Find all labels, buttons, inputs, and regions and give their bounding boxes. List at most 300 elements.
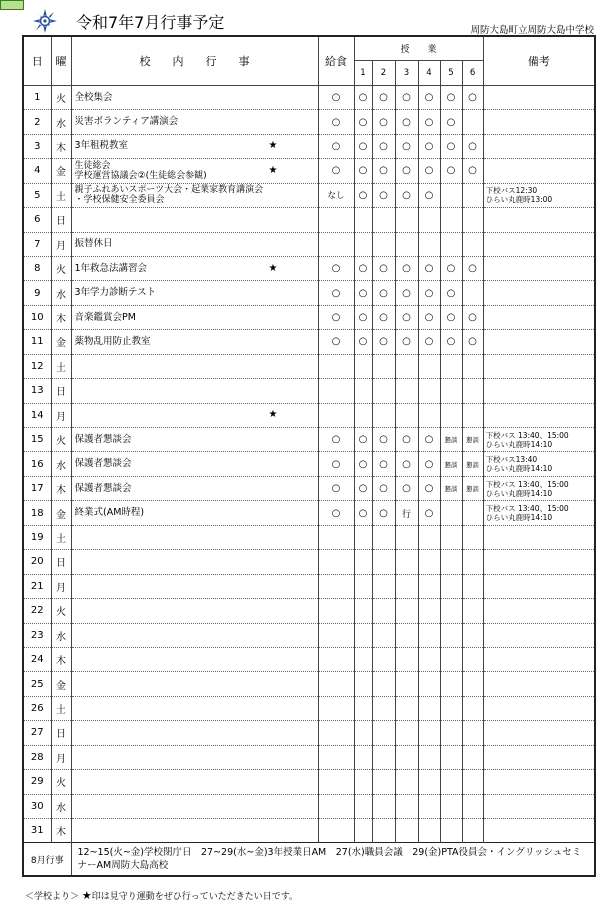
august-label: 8月行事 [23, 843, 71, 877]
event-cell [71, 550, 318, 574]
note-cell [483, 794, 595, 818]
weekday-cell: 火 [51, 428, 71, 452]
day-cell: 29 [23, 770, 51, 794]
day-cell: 30 [23, 794, 51, 818]
lunch-cell [318, 672, 354, 696]
note-cell [483, 183, 595, 207]
period-cell [418, 770, 440, 794]
period-cell [440, 354, 462, 378]
period-cell: ○ [395, 428, 418, 452]
event-cell [71, 721, 318, 745]
lunch-cell [318, 794, 354, 818]
weekday-cell: 月 [51, 232, 71, 256]
table-row [23, 794, 595, 818]
note-text: ひらい丸鹿時13:00 [485, 195, 553, 205]
event-cell [71, 183, 318, 207]
period-cell: ○ [354, 256, 372, 280]
event-text: 薬物乱用防止教室 [74, 335, 151, 347]
period-header: 5 [440, 61, 462, 85]
day-cell: 20 [23, 550, 51, 574]
period-cell: 懇談 [462, 452, 483, 476]
day-cell: 24 [23, 647, 51, 671]
period-cell: ○ [395, 183, 418, 207]
lunch-cell: ○ [318, 159, 354, 183]
period-cell [440, 819, 462, 843]
day-cell: 19 [23, 525, 51, 549]
lunch-cell: ○ [318, 452, 354, 476]
lunch-cell [318, 623, 354, 647]
period-cell [395, 721, 418, 745]
period-cell [462, 647, 483, 671]
period-cell [354, 770, 372, 794]
weekday-cell: 火 [51, 599, 71, 623]
table-row [23, 134, 595, 158]
star-icon: ★ [268, 409, 278, 421]
period-cell [372, 721, 395, 745]
event-cell [71, 428, 318, 452]
event-cell [71, 476, 318, 500]
event-cell [71, 379, 318, 403]
period-header: 3 [395, 61, 418, 85]
period-cell [354, 647, 372, 671]
table-row [23, 819, 595, 843]
period-cell [418, 745, 440, 769]
table-row [23, 721, 595, 745]
lunch-cell [318, 550, 354, 574]
day-cell: 9 [23, 281, 51, 305]
period-cell: ○ [372, 501, 395, 525]
event-text: 親子ふれあいスポーツ大会・起業家教育講演会 [74, 185, 264, 196]
period-cell [354, 403, 372, 427]
day-cell: 18 [23, 501, 51, 525]
period-cell: 懇談 [462, 428, 483, 452]
period-cell [395, 208, 418, 232]
period-cell: ○ [354, 476, 372, 500]
event-text: 保護者懇談会 [74, 482, 132, 494]
table-row [23, 745, 595, 769]
period-cell: ○ [372, 330, 395, 354]
period-cell [462, 208, 483, 232]
period-cell [395, 647, 418, 671]
note-cell [483, 232, 595, 256]
period-cell: ○ [418, 452, 440, 476]
table-row [23, 110, 595, 134]
day-cell: 3 [23, 134, 51, 158]
period-cell: 行 [395, 501, 418, 525]
table-row [23, 354, 595, 378]
table-row [23, 550, 595, 574]
note-cell [483, 379, 595, 403]
event-cell [71, 819, 318, 843]
table-row [23, 232, 595, 256]
period-cell [354, 745, 372, 769]
period-cell [372, 354, 395, 378]
note-text: 下校バス13:40 [485, 455, 538, 465]
period-cell [418, 550, 440, 574]
weekday-cell: 木 [51, 819, 71, 843]
period-header: 1 [354, 61, 372, 85]
lunch-cell [318, 208, 354, 232]
period-cell [418, 208, 440, 232]
period-cell: ○ [372, 159, 395, 183]
period-cell [440, 183, 462, 207]
weekday-cell: 火 [51, 85, 71, 109]
august-events-row [23, 843, 595, 877]
event-cell [71, 330, 318, 354]
lunch-cell [318, 721, 354, 745]
period-cell: ○ [395, 281, 418, 305]
day-cell: 23 [23, 623, 51, 647]
event-cell [71, 647, 318, 671]
period-cell [462, 232, 483, 256]
period-cell [372, 647, 395, 671]
day-cell: 16 [23, 452, 51, 476]
period-cell [372, 232, 395, 256]
day-cell: 15 [23, 428, 51, 452]
event-cell [71, 281, 318, 305]
period-cell [354, 696, 372, 720]
period-cell: ○ [372, 305, 395, 329]
period-cell [395, 403, 418, 427]
period-cell [462, 525, 483, 549]
day-cell: 4 [23, 159, 51, 183]
period-cell [462, 623, 483, 647]
table-row [23, 452, 595, 476]
table-row [23, 428, 595, 452]
note-text: 下校バス12:30 [485, 186, 538, 196]
period-cell [395, 232, 418, 256]
period-cell [418, 599, 440, 623]
lunch-cell: ○ [318, 134, 354, 158]
event-text: 災害ボランティア講演会 [74, 116, 179, 128]
note-cell [483, 745, 595, 769]
event-cell [71, 745, 318, 769]
weekday-cell: 水 [51, 623, 71, 647]
note-cell [483, 208, 595, 232]
period-cell [418, 721, 440, 745]
weekday-cell: 土 [51, 525, 71, 549]
period-cell [354, 819, 372, 843]
period-cell [372, 599, 395, 623]
period-cell [372, 672, 395, 696]
note-cell [483, 599, 595, 623]
weekday-header: 曜 [51, 36, 71, 85]
note-cell [483, 110, 595, 134]
period-header: 6 [462, 61, 483, 85]
table-row [23, 330, 595, 354]
event-cell [71, 256, 318, 280]
event-cell [71, 452, 318, 476]
event-cell [71, 794, 318, 818]
footer-text: 印は見守り運動をぜひ行っていただきたい日です。 [91, 892, 299, 902]
event-cell [71, 85, 318, 109]
period-cell: ○ [354, 159, 372, 183]
lunch-cell [318, 745, 354, 769]
event-cell [71, 354, 318, 378]
period-cell: ○ [372, 256, 395, 280]
period-cell [440, 770, 462, 794]
august-text: 12~15(火~金)学校閉庁日 27~29(水~金)3年授業日AM 27(水)職員会議 29(金)PTA役員会・イングリッシュセミナーAM周防大島高校 [71, 843, 595, 877]
period-cell: ○ [372, 85, 395, 109]
lunch-cell: ○ [318, 428, 354, 452]
period-cell: ○ [354, 183, 372, 207]
period-cell [440, 721, 462, 745]
note-cell [483, 452, 595, 476]
weekday-cell: 土 [51, 183, 71, 207]
period-cell: ○ [462, 159, 483, 183]
table-row [23, 501, 595, 525]
period-cell [440, 745, 462, 769]
period-cell: ○ [418, 476, 440, 500]
period-header: 4 [418, 61, 440, 85]
period-cell: ○ [462, 256, 483, 280]
period-cell [354, 354, 372, 378]
note-cell [483, 403, 595, 427]
day-cell: 26 [23, 696, 51, 720]
period-cell [418, 379, 440, 403]
lunch-cell [318, 647, 354, 671]
note-text: 下校バス 13:40、15:00 [485, 479, 569, 489]
period-cell [418, 696, 440, 720]
school-name: 周防大島町立周防大島中学校 [470, 25, 594, 36]
period-cell [462, 403, 483, 427]
weekday-cell: 水 [51, 110, 71, 134]
period-cell [354, 525, 372, 549]
period-cell [354, 232, 372, 256]
day-cell: 13 [23, 379, 51, 403]
period-cell: ○ [418, 305, 440, 329]
period-cell [462, 574, 483, 598]
note-cell [483, 354, 595, 378]
period-cell: ○ [395, 305, 418, 329]
table-row [23, 696, 595, 720]
event-cell [71, 501, 318, 525]
period-cell [395, 819, 418, 843]
period-cell [372, 745, 395, 769]
event-cell [71, 232, 318, 256]
weekday-cell: 日 [51, 721, 71, 745]
lunch-cell [318, 232, 354, 256]
note-cell [483, 696, 595, 720]
period-cell [440, 599, 462, 623]
period-cell [395, 745, 418, 769]
note-text: ひらい丸鹿時14:10 [485, 439, 553, 449]
day-cell: 17 [23, 476, 51, 500]
period-header: 2 [372, 61, 395, 85]
weekday-cell: 日 [51, 550, 71, 574]
period-cell [462, 745, 483, 769]
classes-header: 授 業 [354, 36, 483, 61]
period-cell [440, 574, 462, 598]
period-cell: ○ [462, 330, 483, 354]
lunch-cell [318, 696, 354, 720]
event-cell [71, 208, 318, 232]
lunch-cell: ○ [318, 110, 354, 134]
table-row [23, 623, 595, 647]
table-row [23, 183, 595, 207]
page-title: 令和7年7月行事予定 [76, 13, 225, 32]
note-cell [483, 85, 595, 109]
notes-header: 備考 [483, 36, 595, 85]
period-cell: ○ [354, 501, 372, 525]
table-row [23, 379, 595, 403]
lunch-cell [318, 403, 354, 427]
period-cell [440, 623, 462, 647]
period-cell [354, 794, 372, 818]
note-cell [483, 721, 595, 745]
period-cell [462, 354, 483, 378]
period-cell: ○ [395, 110, 418, 134]
footer-prefix: ＜学校より＞ [25, 892, 80, 902]
note-cell [483, 134, 595, 158]
period-cell [462, 281, 483, 305]
event-cell [71, 696, 318, 720]
day-cell: 5 [23, 183, 51, 207]
period-cell: ○ [418, 85, 440, 109]
period-cell: ○ [418, 110, 440, 134]
weekday-cell: 日 [51, 379, 71, 403]
events-header: 校 内 行 事 [71, 36, 318, 85]
weekday-cell: 木 [51, 305, 71, 329]
period-cell [372, 696, 395, 720]
period-cell: ○ [395, 159, 418, 183]
weekday-cell: 月 [51, 574, 71, 598]
table-row [23, 208, 595, 232]
period-cell: ○ [395, 330, 418, 354]
day-cell: 8 [23, 256, 51, 280]
event-cell [71, 134, 318, 158]
note-text: 下校バス 13:40、15:00 [485, 504, 569, 514]
note-cell [483, 330, 595, 354]
period-cell: ○ [395, 476, 418, 500]
period-cell: ○ [418, 256, 440, 280]
period-cell: ○ [372, 110, 395, 134]
period-cell: ○ [418, 281, 440, 305]
period-cell: ○ [418, 159, 440, 183]
corner-marker [0, 0, 24, 10]
note-cell [483, 819, 595, 843]
period-cell [372, 623, 395, 647]
period-cell [354, 672, 372, 696]
period-cell [440, 550, 462, 574]
table-row [23, 574, 595, 598]
day-cell: 12 [23, 354, 51, 378]
lunch-cell: ○ [318, 305, 354, 329]
period-cell [372, 550, 395, 574]
weekday-cell: 土 [51, 696, 71, 720]
day-cell: 6 [23, 208, 51, 232]
footer-note [25, 889, 298, 902]
period-cell [462, 770, 483, 794]
period-cell: ○ [354, 134, 372, 158]
period-cell: ○ [418, 501, 440, 525]
period-cell [372, 794, 395, 818]
period-cell: ○ [440, 281, 462, 305]
table-row [23, 256, 595, 280]
period-cell: ○ [418, 134, 440, 158]
event-text: 保護者懇談会 [74, 458, 132, 470]
note-text: ひらい丸鹿時14:10 [485, 513, 553, 523]
period-cell [354, 574, 372, 598]
period-cell: ○ [354, 110, 372, 134]
period-cell: ○ [440, 256, 462, 280]
event-cell [71, 305, 318, 329]
period-cell [462, 183, 483, 207]
period-cell [440, 403, 462, 427]
star-icon: ★ [268, 262, 278, 274]
weekday-cell: 金 [51, 672, 71, 696]
period-cell [395, 696, 418, 720]
day-cell: 2 [23, 110, 51, 134]
period-cell [462, 794, 483, 818]
note-cell [483, 159, 595, 183]
weekday-cell: 金 [51, 501, 71, 525]
event-text: 1年救急法講習会 [74, 262, 148, 274]
day-cell: 14 [23, 403, 51, 427]
period-cell: ○ [395, 85, 418, 109]
table-row [23, 85, 595, 109]
period-cell [418, 403, 440, 427]
period-cell: ○ [395, 256, 418, 280]
table-row [23, 159, 595, 183]
period-cell [418, 794, 440, 818]
period-cell [395, 599, 418, 623]
weekday-cell: 木 [51, 134, 71, 158]
note-text: 下校バス 13:40、15:00 [485, 430, 569, 440]
note-cell [483, 647, 595, 671]
lunch-cell: ○ [318, 330, 354, 354]
note-cell [483, 525, 595, 549]
period-cell [354, 721, 372, 745]
star-icon: ★ [81, 889, 92, 902]
day-cell: 28 [23, 745, 51, 769]
period-cell [395, 379, 418, 403]
period-cell [372, 819, 395, 843]
period-cell [418, 232, 440, 256]
event-cell [71, 110, 318, 134]
event-cell [71, 403, 318, 427]
star-icon: ★ [268, 164, 278, 176]
period-cell: ○ [354, 85, 372, 109]
period-cell: ○ [372, 183, 395, 207]
event-text: 全校集会 [74, 91, 113, 103]
star-icon: ★ [268, 140, 278, 152]
weekday-cell: 金 [51, 330, 71, 354]
period-cell: ○ [440, 134, 462, 158]
period-cell [418, 525, 440, 549]
note-cell [483, 623, 595, 647]
event-text: 学校運営協議会②(生徒総会参観) [74, 170, 207, 181]
period-cell: ○ [462, 134, 483, 158]
period-cell: ○ [354, 305, 372, 329]
period-cell [440, 525, 462, 549]
period-cell [462, 721, 483, 745]
period-cell [395, 794, 418, 818]
note-cell [483, 428, 595, 452]
period-cell [462, 819, 483, 843]
period-cell: ○ [372, 428, 395, 452]
lunch-cell [318, 525, 354, 549]
note-cell [483, 672, 595, 696]
period-cell [395, 550, 418, 574]
note-cell [483, 281, 595, 305]
period-cell: ○ [372, 452, 395, 476]
lunch-cell: ○ [318, 281, 354, 305]
period-cell: ○ [354, 281, 372, 305]
period-cell [462, 501, 483, 525]
period-cell [354, 379, 372, 403]
period-cell [462, 550, 483, 574]
